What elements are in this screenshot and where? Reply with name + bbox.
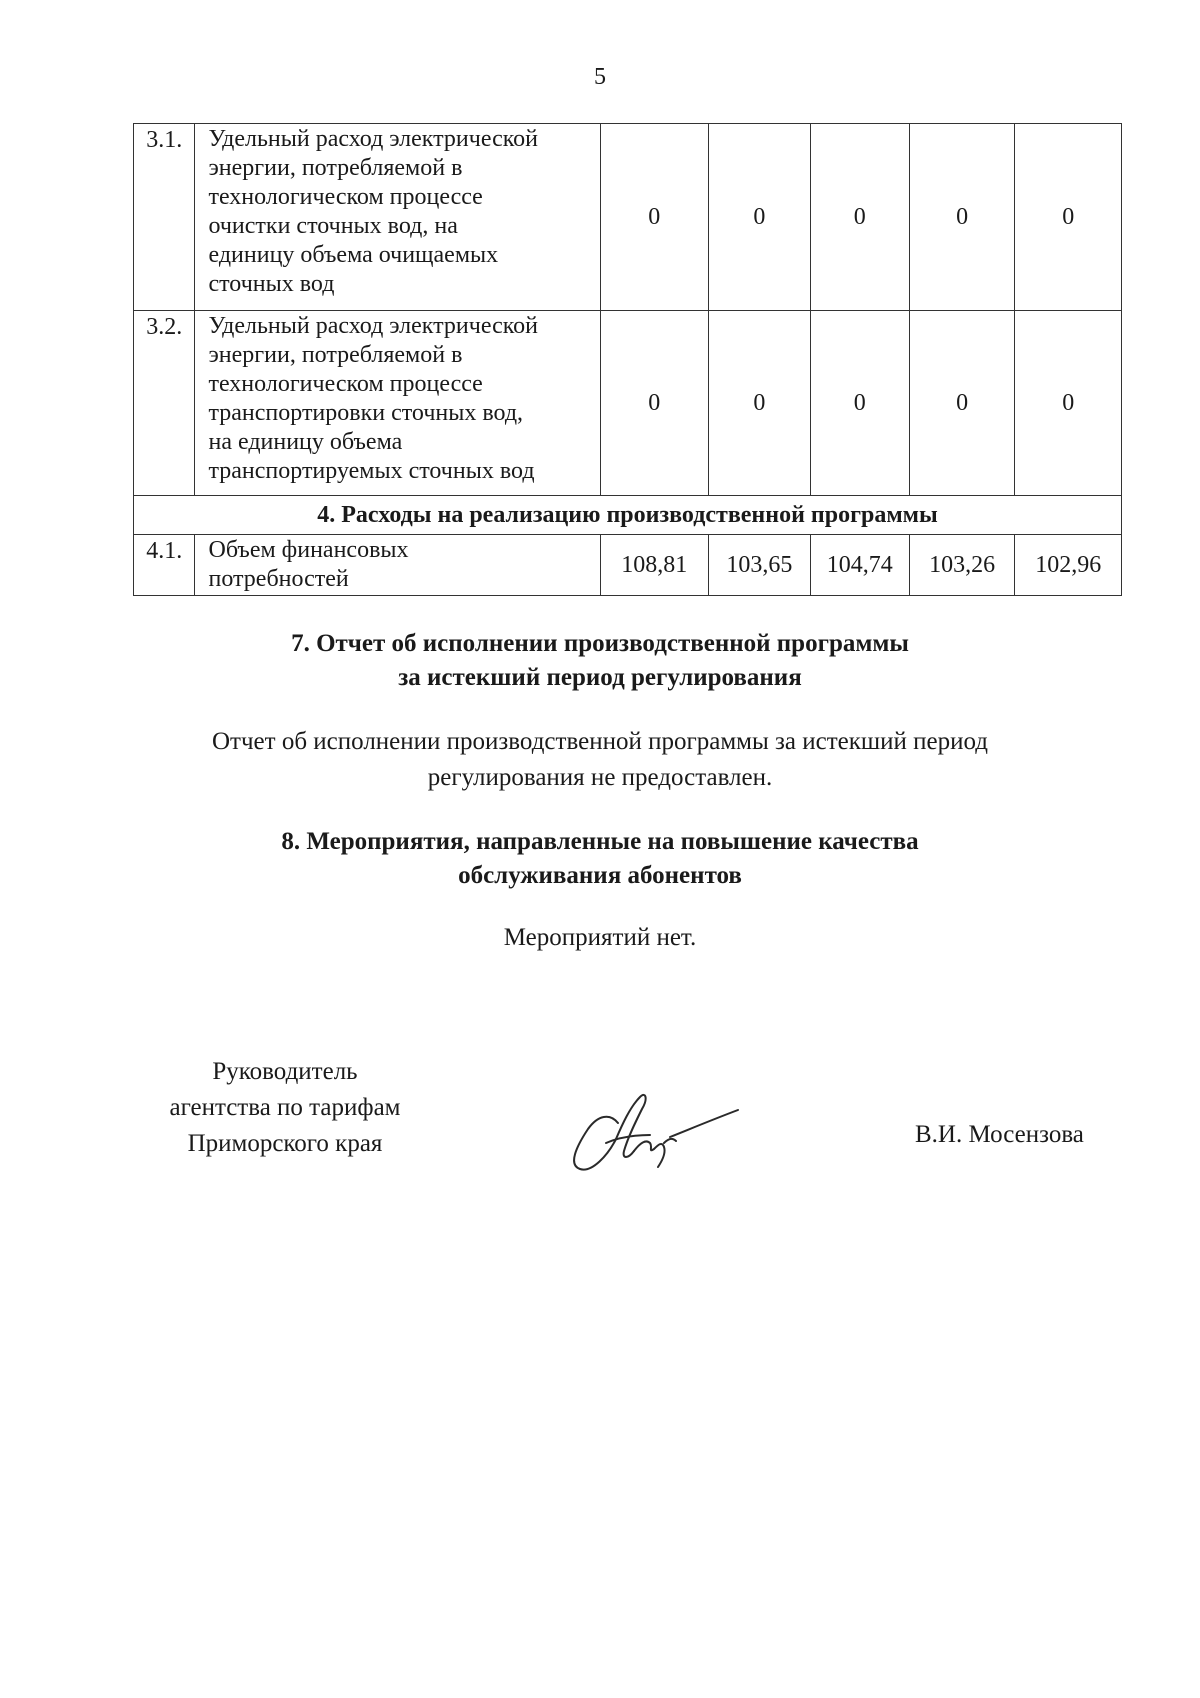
table-row [134, 535, 1122, 596]
description-line: технологическом процессе [208, 371, 483, 397]
description-line: Удельный расход электрической [208, 313, 539, 339]
heading-line: 7. Отчет об исполнении производственной программы [291, 630, 909, 657]
value-cell: 0 [708, 124, 810, 311]
table-row [134, 124, 1122, 311]
value-cell: 0 [1015, 311, 1122, 496]
description-line: энергии, потребляемой в [208, 342, 463, 368]
signer-position-line: агентства по тарифам [169, 1094, 401, 1121]
row-number: 3.1. [134, 124, 195, 311]
row-description [195, 124, 600, 311]
heading-line: за истекший период регулирования [398, 664, 802, 691]
handwritten-signature [558, 1085, 758, 1180]
description-line: Объем финансовых [208, 537, 409, 563]
value-cell: 0 [909, 311, 1015, 496]
value-cell: 108,81 [600, 535, 708, 596]
section-8-text [0, 920, 1200, 956]
value-cell: 0 [810, 311, 909, 496]
value-cell: 0 [810, 124, 909, 311]
description-line: единицу объема очищаемых [208, 242, 499, 268]
paragraph-line: Отчет об исполнении производственной программы за истекший период [212, 728, 988, 755]
value-cell: 102,96 [1015, 535, 1122, 596]
description-line: на единицу объема [208, 429, 403, 455]
section-7-text [0, 724, 1200, 796]
description-line: сточных вод [208, 271, 335, 297]
description-line: энергии, потребляемой в [208, 155, 463, 181]
page-number: 5 [594, 64, 606, 90]
signer-position-line: Приморского края [187, 1130, 383, 1157]
data-table [133, 123, 1122, 596]
value-cell: 0 [600, 311, 708, 496]
signer-position-line: Руководитель [212, 1058, 358, 1085]
description-line: Удельный расход электрической [208, 126, 539, 152]
value-cell: 0 [708, 311, 810, 496]
section-8-heading [0, 825, 1200, 893]
value-cell: 0 [1015, 124, 1122, 311]
paragraph-line: регулирования не предоставлен. [427, 764, 773, 791]
value-cell: 104,74 [810, 535, 909, 596]
description-line: транспортировки сточных вод, [208, 400, 524, 426]
value-cell: 0 [600, 124, 708, 311]
paragraph-line: Мероприятий нет. [503, 924, 697, 951]
description-line: очистки сточных вод, на [208, 213, 458, 239]
description-line: технологическом процессе [208, 184, 483, 210]
description-line: транспортируемых сточных вод [208, 458, 535, 484]
row-number: 4.1. [134, 535, 195, 596]
value-cell: 103,26 [909, 535, 1015, 596]
value-cell: 103,65 [708, 535, 810, 596]
section-header: 4. Расходы на реализацию производственной программы [134, 496, 1122, 535]
table-row [134, 311, 1122, 496]
heading-line: обслуживания абонентов [458, 862, 742, 889]
value-cell: 0 [909, 124, 1015, 311]
description-line: потребностей [208, 566, 349, 592]
heading-line: 8. Мероприятия, направленные на повышение качества [281, 828, 919, 855]
row-number: 3.2. [134, 311, 195, 496]
signer-name: В.И. Мосензова [915, 1121, 1084, 1148]
section-7-heading [0, 627, 1200, 695]
row-description [195, 535, 600, 596]
signer-position [130, 1054, 440, 1162]
table-section-row [134, 496, 1122, 535]
row-description [195, 311, 600, 496]
